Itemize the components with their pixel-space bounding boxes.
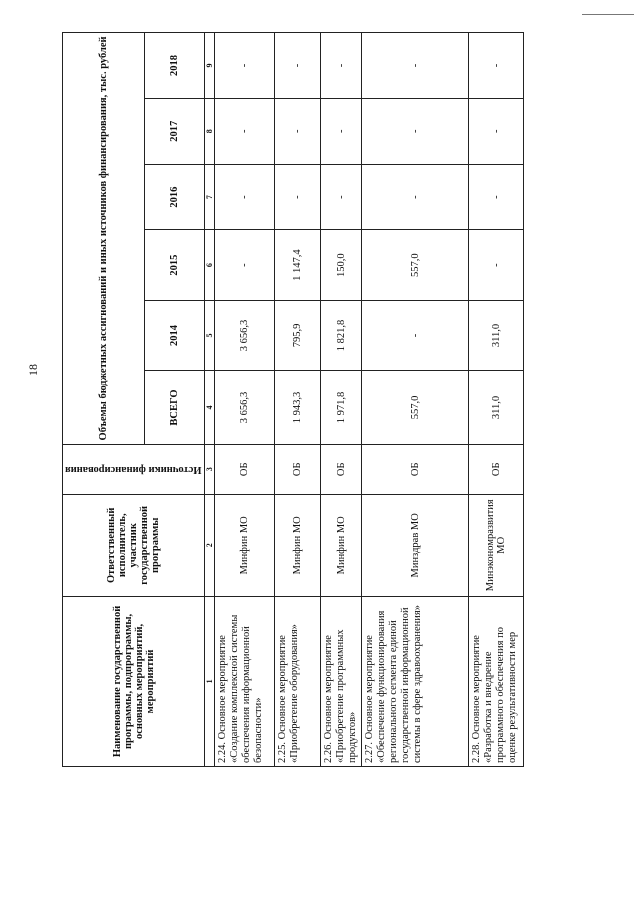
table-row: [215, 33, 275, 767]
row-2018: -: [275, 33, 321, 99]
row-2018: -: [469, 33, 524, 99]
header-year: 2015: [145, 230, 205, 300]
row-source: ОБ: [469, 444, 524, 494]
row-name: 2.28. Основное мероприятие «Разработка и внедрение программного обеспечения по оценке результативности мер: [469, 596, 524, 766]
row-2015: 1 147,4: [275, 230, 321, 300]
row-total: 311,0: [469, 371, 524, 445]
row-2016: -: [362, 164, 469, 230]
header-year: 2016: [145, 164, 205, 230]
row-executor: Минэкономразвития МО: [469, 494, 524, 596]
row-2017: -: [275, 98, 321, 164]
row-name: 2.27. Основное мероприятие «Обеспечение функционирования регионального сегмента единой государственной информационной системы в сфере здравоохранения»: [362, 596, 469, 766]
budget-table: [62, 32, 524, 767]
row-2017: -: [362, 98, 469, 164]
row-source: ОБ: [275, 444, 321, 494]
row-2016: -: [215, 164, 275, 230]
row-total: 1 971,8: [321, 371, 362, 445]
page-number: 18: [26, 364, 40, 376]
header-year: 2014: [145, 300, 205, 370]
table-row: [321, 33, 362, 767]
row-2016: -: [275, 164, 321, 230]
row-2017: -: [469, 98, 524, 164]
header-executor: Ответственный исполнитель, участник государственной программы: [63, 494, 205, 596]
row-executor: Минфин МО: [321, 494, 362, 596]
row-source: ОБ: [362, 444, 469, 494]
row-2014: 311,0: [469, 300, 524, 370]
top-rule: [582, 14, 634, 15]
row-executor: Минфин МО: [275, 494, 321, 596]
header-source-text: Источники финансирования: [65, 464, 202, 476]
row-2016: -: [321, 164, 362, 230]
row-total: 3 656,3: [215, 371, 275, 445]
index-cell: 3: [205, 444, 215, 494]
index-cell: 7: [205, 164, 215, 230]
row-source: ОБ: [321, 444, 362, 494]
header-year: 2018: [145, 33, 205, 99]
row-name: 2.25. Основное мероприятие «Приобретение оборудования»: [275, 596, 321, 766]
table-row: [275, 33, 321, 767]
row-2014: 3 656,3: [215, 300, 275, 370]
row-2015: -: [469, 230, 524, 300]
row-source: ОБ: [215, 444, 275, 494]
header-year: 2017: [145, 98, 205, 164]
row-2014: -: [362, 300, 469, 370]
row-executor: Минфин МО: [215, 494, 275, 596]
index-cell: 9: [205, 33, 215, 99]
index-cell: 5: [205, 300, 215, 370]
index-row: [205, 33, 215, 767]
index-cell: 1: [205, 596, 215, 766]
index-cell: 2: [205, 494, 215, 596]
row-2018: -: [321, 33, 362, 99]
header-volumes: Объемы бюджетных ассигнований и иных источников финансирования, тыс. рублей: [63, 33, 145, 445]
row-2016: -: [469, 164, 524, 230]
budget-table-rotated: [62, 32, 519, 767]
index-cell: 8: [205, 98, 215, 164]
header-name: Наименование государственной программы, подпрограммы, основных мероприятий, мероприятий: [63, 596, 205, 766]
row-2018: -: [362, 33, 469, 99]
row-2014: 795,9: [275, 300, 321, 370]
header-total: ВСЕГО: [145, 371, 205, 445]
row-total: 1 943,3: [275, 371, 321, 445]
row-executor: Минздрав МО: [362, 494, 469, 596]
row-2015: 150,0: [321, 230, 362, 300]
index-cell: 4: [205, 371, 215, 445]
row-total: 557,0: [362, 371, 469, 445]
row-name: 2.24. Основное мероприятие «Создание комплексной системы обеспечения информационной безопасности»: [215, 596, 275, 766]
table-row: [469, 33, 524, 767]
row-name: 2.26. Основное мероприятие «Приобретение программных продуктов»: [321, 596, 362, 766]
table-row: [362, 33, 469, 767]
row-2015: -: [215, 230, 275, 300]
row-2017: -: [215, 98, 275, 164]
row-2018: -: [215, 33, 275, 99]
index-cell: 6: [205, 230, 215, 300]
row-2014: 1 821,8: [321, 300, 362, 370]
header-source: [63, 444, 205, 494]
row-2015: 557,0: [362, 230, 469, 300]
row-2017: -: [321, 98, 362, 164]
